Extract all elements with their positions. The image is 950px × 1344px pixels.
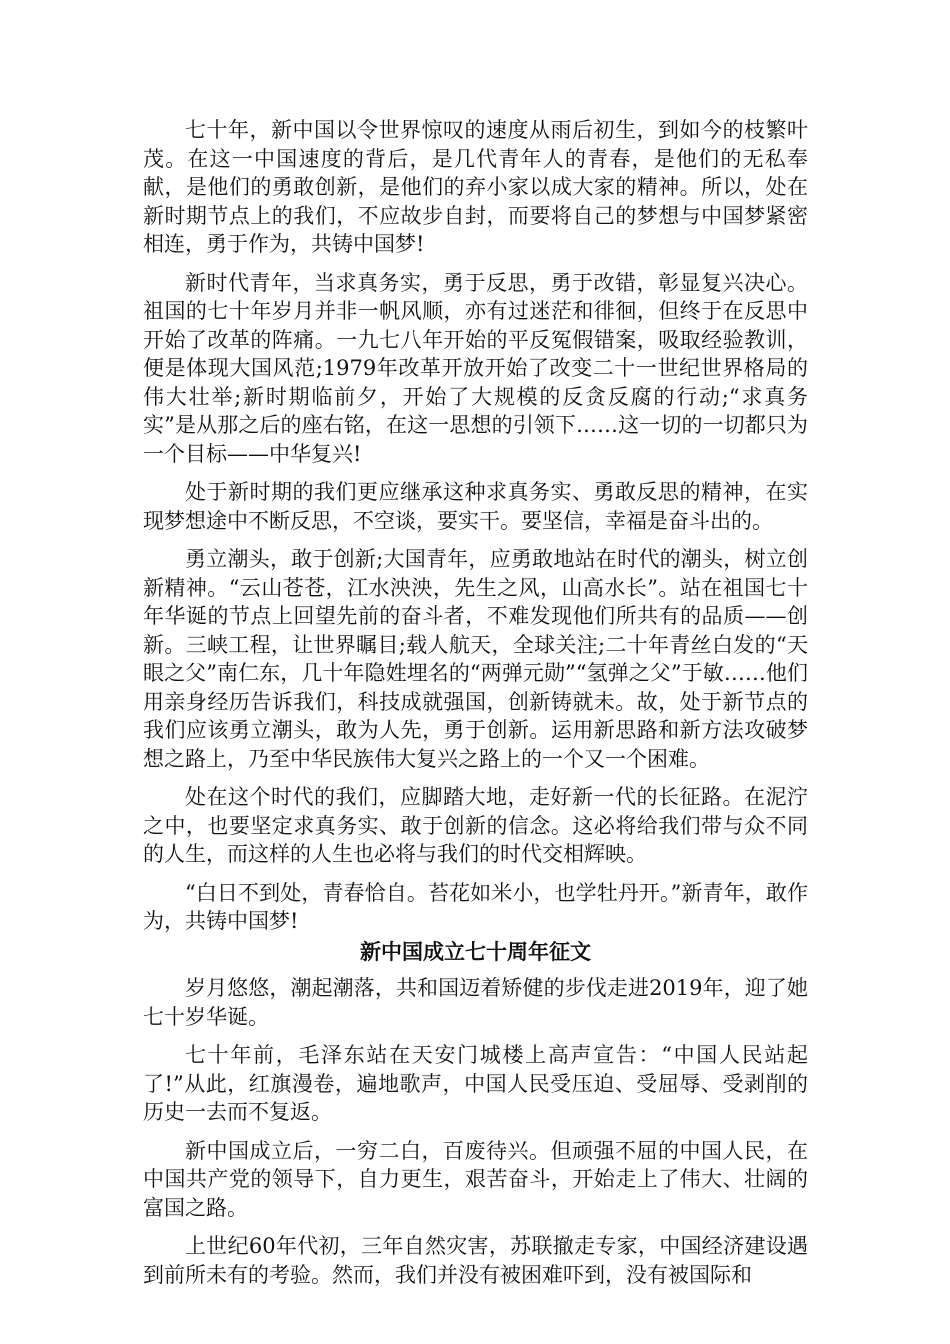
paragraph: 上世纪60年代初，三年自然灾害，苏联撤走专家，中国经济建设遇到前所未有的考验。然而，我们并没有被困难吓到，没有被国际和 [143, 1234, 808, 1287]
paragraph: 七十年，新中国以令世界惊叹的速度从雨后初生，到如今的枝繁叶茂。在这一中国速度的背后，是几代青年人的青春，是他们的无私奉献，是他们的勇敢创新，是他们的弃小家以成大家的精神。所以，处在新时期节点上的我们，不应故步自封，而要将自己的梦想与中国梦紧密相连，勇于作为，共铸中国梦! [143, 118, 808, 256]
document-body [143, 116, 808, 1299]
paragraph: “白日不到处，青春恰自。苔花如米小，也学牡丹开。”新青年，敢作为，共铸中国梦! [143, 880, 808, 933]
paragraph: 处在这个时代的我们，应脚踏大地，走好新一代的长征路。在泥泞之中，也要坚定求真务实、敢于创新的信念。这必将给我们带与众不同的人生，而这样的人生也必将与我们的时代交相辉映。 [143, 785, 808, 866]
paragraph: 新时代青年，当求真务实，勇于反思，勇于改错，彰显复兴决心。祖国的七十年岁月并非一帆风顺，亦有过迷茫和徘徊，但终于在反思中开始了改革的阵痛。一九七八年开始的平反冤假错案，吸取经验教训，便是体现大国风范;1979年改革开放开始了改变二十一世纪世界格局的伟大壮举;新时期临前夕，开始了大规模的反贪反腐的行动;“求真务实”是从那之后的座右铭，在这一思想的引领下……这一切的一切都只为一个目标——中华复兴! [143, 270, 808, 466]
paragraph: 新中国成立后，一穷二白，百废待兴。但顽强不屈的中国人民，在中国共产党的领导下，自力更生，艰苦奋斗，开始走上了伟大、壮阔的富国之路。 [143, 1138, 808, 1220]
paragraph: 勇立潮头，敢于创新;大国青年，应勇敢地站在时代的潮头，树立创新精神。“云山苍苍，江水泱泱，先生之风，山高水长”。站在祖国七十年华诞的节点上回望先前的奋斗者，不难发现他们所共有的品质——创新。三峡工程，让世界瞩目;载人航天，全球关注;二十年青丝白发的“天眼之父”南仁东，几十年隐姓埋名的“两弹元勋”“氢弹之父”于敏……他们用亲身经历告诉我们，科技成就强国，创新铸就未。故，处于新节点的我们应该勇立潮头，敢为人先，勇于创新。运用新思路和新方法攻破梦想之路上，乃至中华民族伟大复兴之路上的一个又一个困难。 [143, 547, 808, 771]
paragraph: 七十年前，毛泽东站在天安门城楼上高声宣告：“中国人民站起了!”从此，红旗漫卷，遍地歌声，中国人民受压迫、受屈辱、受剥削的历史一去而不复返。 [143, 1043, 808, 1124]
section-heading: 新中国成立七十周年征文 [360, 938, 591, 964]
paragraph: 处于新时期的我们更应继承这种求真务实、勇敢反思的精神，在实现梦想途中不断反思，不空谈，要实干。要坚信，幸福是奋斗出的。 [143, 480, 808, 533]
paragraph: 岁月悠悠，潮起潮落，共和国迈着矫健的步伐走进2019年，迎了她七十岁华诞。 [143, 976, 808, 1029]
